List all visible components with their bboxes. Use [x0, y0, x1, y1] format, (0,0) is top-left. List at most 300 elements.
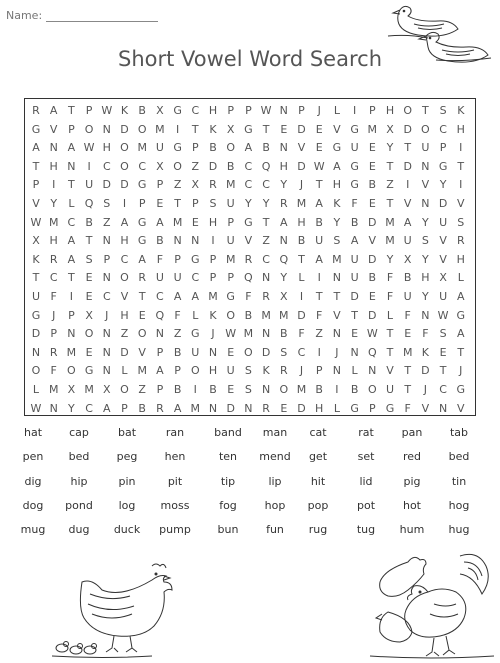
- grid-letter[interactable]: C: [439, 122, 447, 136]
- grid-letter[interactable]: F: [50, 290, 57, 303]
- grid-letter[interactable]: H: [456, 252, 465, 266]
- grid-letter[interactable]: N: [421, 159, 430, 173]
- grid-letter[interactable]: C: [297, 345, 306, 359]
- grid-letter[interactable]: N: [350, 345, 359, 359]
- grid-letter[interactable]: O: [67, 364, 76, 378]
- grid-letter[interactable]: N: [244, 401, 253, 415]
- grid-letter[interactable]: P: [156, 178, 164, 192]
- grid-letter[interactable]: B: [350, 383, 359, 396]
- grid-letter[interactable]: I: [317, 345, 321, 359]
- grid-letter[interactable]: X: [85, 308, 93, 322]
- grid-letter[interactable]: P: [103, 252, 111, 266]
- grid-letter[interactable]: N: [31, 345, 41, 359]
- grid-letter[interactable]: V: [32, 197, 40, 210]
- grid-letter[interactable]: N: [173, 234, 182, 248]
- grid-letter[interactable]: K: [262, 364, 270, 378]
- grid-letter[interactable]: H: [332, 178, 342, 192]
- grid-letter[interactable]: U: [403, 234, 412, 248]
- grid-letter[interactable]: O: [173, 159, 182, 173]
- grid-letter[interactable]: U: [226, 234, 235, 248]
- grid-letter[interactable]: T: [404, 364, 412, 378]
- grid-letter[interactable]: G: [332, 141, 342, 155]
- grid-letter[interactable]: C: [244, 159, 253, 173]
- grid-letter[interactable]: M: [172, 215, 183, 229]
- grid-letter[interactable]: Y: [439, 178, 447, 192]
- grid-letter[interactable]: L: [298, 271, 305, 285]
- grid-letter[interactable]: D: [368, 308, 377, 322]
- grid-letter[interactable]: U: [439, 290, 448, 303]
- grid-letter[interactable]: D: [226, 401, 235, 415]
- grid-letter[interactable]: O: [84, 122, 94, 136]
- grid-letter[interactable]: G: [137, 178, 147, 192]
- grid-letter[interactable]: Y: [262, 197, 270, 210]
- grid-letter[interactable]: J: [299, 178, 304, 192]
- grid-letter[interactable]: Y: [422, 215, 429, 229]
- grid-letter[interactable]: C: [120, 252, 129, 266]
- grid-letter[interactable]: C: [102, 290, 111, 303]
- grid-letter[interactable]: C: [102, 159, 111, 173]
- grid-letter[interactable]: M: [190, 401, 201, 415]
- grid-letter[interactable]: A: [120, 215, 129, 229]
- grid-letter[interactable]: N: [102, 122, 111, 136]
- grid-letter[interactable]: X: [439, 271, 447, 285]
- grid-letter[interactable]: F: [422, 327, 429, 341]
- grid-letter[interactable]: F: [245, 290, 252, 303]
- grid-letter[interactable]: B: [173, 345, 182, 359]
- grid-letter[interactable]: G: [350, 122, 359, 136]
- grid-letter[interactable]: P: [368, 104, 376, 117]
- grid-letter[interactable]: A: [350, 234, 359, 248]
- grid-letter[interactable]: F: [50, 364, 57, 378]
- grid-letter[interactable]: S: [103, 197, 111, 210]
- grid-letter[interactable]: T: [457, 345, 465, 359]
- grid-letter[interactable]: P: [191, 197, 199, 210]
- grid-letter[interactable]: W: [225, 327, 237, 341]
- grid-letter[interactable]: I: [87, 159, 91, 173]
- grid-letter[interactable]: X: [191, 178, 200, 192]
- grid-letter[interactable]: A: [333, 159, 341, 173]
- grid-letter[interactable]: I: [175, 122, 180, 136]
- grid-letter[interactable]: N: [279, 141, 288, 155]
- grid-letter[interactable]: O: [367, 383, 377, 396]
- grid-letter[interactable]: R: [49, 345, 58, 359]
- grid-letter[interactable]: X: [386, 122, 394, 136]
- grid-letter[interactable]: D: [368, 215, 377, 229]
- grid-letter[interactable]: O: [120, 141, 129, 155]
- grid-letter[interactable]: L: [333, 104, 340, 117]
- grid-letter[interactable]: U: [350, 271, 359, 285]
- grid-letter[interactable]: J: [211, 327, 215, 341]
- grid-letter[interactable]: T: [298, 252, 305, 266]
- grid-letter[interactable]: B: [350, 215, 359, 229]
- grid-letter[interactable]: M: [296, 383, 307, 396]
- grid-letter[interactable]: T: [386, 159, 394, 173]
- grid-letter[interactable]: M: [296, 197, 307, 210]
- grid-letter[interactable]: A: [191, 290, 200, 303]
- grid-letter[interactable]: Z: [386, 178, 394, 192]
- grid-letter[interactable]: P: [227, 104, 234, 117]
- grid-letter[interactable]: G: [350, 159, 359, 173]
- grid-letter[interactable]: I: [211, 234, 215, 248]
- grid-letter[interactable]: M: [402, 345, 413, 359]
- grid-letter[interactable]: A: [244, 141, 253, 155]
- grid-letter[interactable]: N: [49, 401, 58, 415]
- grid-letter[interactable]: W: [83, 141, 95, 155]
- grid-letter[interactable]: Z: [173, 327, 182, 341]
- grid-letter[interactable]: P: [227, 215, 234, 229]
- grid-letter[interactable]: O: [137, 122, 147, 136]
- grid-letter[interactable]: G: [137, 234, 147, 248]
- grid-letter[interactable]: T: [138, 290, 146, 303]
- grid-letter[interactable]: A: [103, 401, 111, 415]
- grid-letter[interactable]: C: [67, 215, 76, 229]
- grid-letter[interactable]: U: [226, 364, 235, 378]
- grid-letter[interactable]: N: [208, 401, 218, 415]
- grid-letter[interactable]: P: [191, 141, 199, 155]
- grid-letter[interactable]: S: [333, 234, 341, 248]
- grid-letter[interactable]: D: [421, 364, 430, 378]
- grid-letter[interactable]: X: [103, 383, 111, 396]
- grid-letter[interactable]: C: [244, 178, 253, 192]
- grid-letter[interactable]: N: [421, 308, 430, 322]
- grid-letter[interactable]: Y: [386, 141, 394, 155]
- grid-letter[interactable]: E: [191, 215, 199, 229]
- grid-letter[interactable]: B: [297, 234, 306, 248]
- grid-letter[interactable]: H: [421, 271, 430, 285]
- grid-letter[interactable]: T: [32, 271, 40, 285]
- grid-letter[interactable]: H: [456, 122, 465, 136]
- grid-letter[interactable]: Q: [155, 308, 165, 322]
- grid-letter[interactable]: T: [68, 271, 75, 285]
- grid-letter[interactable]: G: [456, 308, 466, 322]
- grid-letter[interactable]: B: [173, 383, 182, 396]
- grid-letter[interactable]: Q: [244, 271, 253, 285]
- grid-letter[interactable]: G: [191, 252, 200, 266]
- grid-letter[interactable]: O: [120, 159, 129, 173]
- grid-letter[interactable]: O: [403, 104, 413, 117]
- grid-letter[interactable]: B: [368, 178, 377, 192]
- grid-letter[interactable]: P: [439, 141, 447, 155]
- grid-letter[interactable]: V: [49, 122, 58, 136]
- grid-letter[interactable]: G: [244, 215, 253, 229]
- grid-letter[interactable]: T: [262, 215, 270, 229]
- grid-letter[interactable]: J: [335, 345, 339, 359]
- grid-letter[interactable]: Z: [138, 383, 146, 396]
- grid-letter[interactable]: S: [280, 345, 288, 359]
- grid-letter[interactable]: H: [208, 364, 218, 378]
- grid-letter[interactable]: W: [30, 215, 42, 229]
- grid-letter[interactable]: M: [48, 383, 59, 396]
- grid-letter[interactable]: O: [226, 308, 236, 322]
- grid-letter[interactable]: C: [49, 271, 58, 285]
- grid-letter[interactable]: B: [209, 383, 217, 396]
- grid-letter[interactable]: G: [31, 308, 41, 322]
- grid-letter[interactable]: N: [102, 345, 111, 359]
- grid-letter[interactable]: V: [333, 122, 341, 136]
- grid-letter[interactable]: V: [138, 345, 146, 359]
- grid-letter[interactable]: A: [67, 141, 76, 155]
- grid-letter[interactable]: E: [280, 401, 288, 415]
- grid-letter[interactable]: C: [191, 104, 200, 117]
- grid-letter[interactable]: W: [313, 159, 325, 173]
- grid-letter[interactable]: H: [120, 308, 129, 322]
- grid-letter[interactable]: A: [156, 364, 164, 378]
- grid-letter[interactable]: J: [105, 308, 109, 322]
- grid-letter[interactable]: G: [385, 401, 395, 415]
- grid-letter[interactable]: O: [190, 364, 200, 378]
- grid-letter[interactable]: A: [173, 290, 182, 303]
- grid-letter[interactable]: G: [226, 290, 235, 303]
- grid-letter[interactable]: P: [121, 401, 128, 415]
- grid-letter[interactable]: R: [138, 271, 147, 285]
- grid-letter[interactable]: G: [456, 383, 466, 396]
- grid-letter[interactable]: E: [227, 345, 235, 359]
- grid-letter[interactable]: T: [315, 290, 323, 303]
- grid-letter[interactable]: M: [243, 327, 254, 341]
- grid-letter[interactable]: S: [439, 327, 447, 341]
- grid-letter[interactable]: H: [315, 401, 324, 415]
- grid-letter[interactable]: T: [386, 197, 394, 210]
- grid-letter[interactable]: U: [350, 252, 359, 266]
- grid-letter[interactable]: M: [225, 178, 236, 192]
- grid-letter[interactable]: Z: [120, 327, 129, 341]
- grid-letter[interactable]: A: [32, 141, 40, 155]
- grid-letter[interactable]: A: [138, 252, 146, 266]
- grid-letter[interactable]: X: [32, 234, 40, 248]
- grid-letter[interactable]: Y: [333, 215, 341, 229]
- grid-letter[interactable]: T: [386, 345, 394, 359]
- grid-letter[interactable]: H: [120, 234, 129, 248]
- grid-letter[interactable]: U: [350, 141, 359, 155]
- grid-letter[interactable]: K: [421, 345, 429, 359]
- grid-letter[interactable]: U: [191, 345, 200, 359]
- grid-letter[interactable]: M: [66, 345, 77, 359]
- grid-letter[interactable]: B: [244, 308, 253, 322]
- grid-letter[interactable]: Z: [191, 159, 200, 173]
- grid-letter[interactable]: L: [32, 383, 40, 396]
- grid-letter[interactable]: Q: [279, 252, 289, 266]
- grid-letter[interactable]: C: [439, 383, 447, 396]
- grid-letter[interactable]: U: [315, 234, 324, 248]
- grid-letter[interactable]: O: [244, 345, 253, 359]
- grid-letter[interactable]: P: [68, 122, 75, 136]
- grid-letter[interactable]: D: [403, 122, 412, 136]
- grid-letter[interactable]: Z: [315, 327, 323, 341]
- grid-letter[interactable]: V: [297, 141, 306, 155]
- grid-letter[interactable]: N: [332, 271, 341, 285]
- grid-letter[interactable]: U: [421, 141, 430, 155]
- grid-letter[interactable]: J: [317, 104, 321, 117]
- grid-letter[interactable]: P: [315, 364, 323, 378]
- grid-letter[interactable]: E: [85, 290, 93, 303]
- grid-letter[interactable]: N: [49, 141, 58, 155]
- grid-letter[interactable]: H: [208, 215, 218, 229]
- grid-letter[interactable]: L: [68, 197, 75, 210]
- grid-letter[interactable]: A: [403, 215, 412, 229]
- grid-letter[interactable]: Z: [173, 178, 182, 192]
- grid-letter[interactable]: V: [120, 290, 129, 303]
- grid-letter[interactable]: V: [439, 252, 447, 266]
- grid-letter[interactable]: V: [244, 234, 253, 248]
- grid-letter[interactable]: D: [403, 159, 412, 173]
- grid-letter[interactable]: P: [68, 308, 75, 322]
- grid-letter[interactable]: W: [437, 308, 449, 322]
- grid-letter[interactable]: P: [209, 252, 217, 266]
- grid-letter[interactable]: A: [280, 215, 288, 229]
- grid-letter[interactable]: Z: [262, 234, 270, 248]
- grid-letter[interactable]: W: [260, 104, 272, 117]
- grid-letter[interactable]: E: [439, 345, 447, 359]
- grid-letter[interactable]: T: [68, 178, 75, 192]
- grid-letter[interactable]: H: [297, 215, 306, 229]
- grid-letter[interactable]: J: [299, 364, 304, 378]
- grid-letter[interactable]: G: [31, 122, 41, 136]
- grid-letter[interactable]: K: [333, 197, 341, 210]
- grid-letter[interactable]: V: [457, 197, 465, 210]
- grid-letter[interactable]: D: [120, 345, 129, 359]
- grid-letter[interactable]: P: [368, 401, 376, 415]
- grid-letter[interactable]: M: [84, 383, 94, 396]
- grid-letter[interactable]: S: [85, 252, 93, 266]
- grid-letter[interactable]: X: [280, 290, 288, 303]
- grid-letter[interactable]: P: [227, 271, 234, 285]
- grid-letter[interactable]: N: [279, 234, 288, 248]
- grid-letter[interactable]: D: [31, 327, 41, 341]
- grid-letter[interactable]: S: [244, 364, 252, 378]
- grid-letter[interactable]: G: [350, 178, 359, 192]
- grid-letter[interactable]: F: [174, 308, 181, 322]
- grid-letter[interactable]: N: [261, 271, 271, 285]
- grid-letter[interactable]: H: [49, 234, 58, 248]
- grid-letter[interactable]: I: [193, 383, 197, 396]
- grid-letter[interactable]: U: [385, 383, 395, 396]
- grid-letter[interactable]: L: [121, 364, 128, 378]
- grid-letter[interactable]: I: [122, 197, 127, 210]
- grid-letter[interactable]: N: [191, 234, 200, 248]
- grid-letter[interactable]: S: [421, 234, 429, 248]
- grid-letter[interactable]: S: [457, 215, 465, 229]
- grid-letter[interactable]: P: [85, 104, 93, 117]
- grid-letter[interactable]: E: [138, 308, 146, 322]
- grid-letter[interactable]: G: [438, 159, 448, 173]
- grid-letter[interactable]: I: [352, 104, 357, 117]
- grid-letter[interactable]: R: [209, 178, 217, 192]
- grid-letter[interactable]: R: [32, 104, 40, 117]
- grid-letter[interactable]: Q: [261, 159, 271, 173]
- grid-letter[interactable]: H: [208, 104, 218, 117]
- grid-letter[interactable]: I: [459, 178, 463, 192]
- grid-letter[interactable]: P: [245, 104, 252, 117]
- grid-letter[interactable]: L: [457, 271, 464, 285]
- grid-letter[interactable]: O: [120, 383, 129, 396]
- grid-letter[interactable]: D: [120, 178, 129, 192]
- grid-letter[interactable]: N: [102, 234, 111, 248]
- grid-letter[interactable]: G: [173, 141, 182, 155]
- grid-letter[interactable]: D: [297, 401, 306, 415]
- grid-letter[interactable]: C: [262, 252, 270, 266]
- grid-letter[interactable]: B: [138, 401, 146, 415]
- grid-letter[interactable]: D: [438, 197, 448, 210]
- grid-letter[interactable]: B: [85, 215, 93, 229]
- grid-letter[interactable]: E: [368, 159, 376, 173]
- grid-letter[interactable]: P: [298, 104, 305, 117]
- grid-letter[interactable]: T: [404, 141, 412, 155]
- grid-letter[interactable]: O: [279, 383, 289, 396]
- grid-letter[interactable]: X: [67, 383, 76, 396]
- grid-letter[interactable]: M: [137, 364, 147, 378]
- grid-letter[interactable]: P: [156, 383, 164, 396]
- grid-letter[interactable]: E: [368, 197, 376, 210]
- grid-letter[interactable]: R: [456, 234, 465, 248]
- grid-letter[interactable]: D: [350, 290, 359, 303]
- grid-letter[interactable]: H: [102, 141, 111, 155]
- grid-letter[interactable]: E: [315, 122, 323, 136]
- grid-letter[interactable]: K: [32, 252, 40, 266]
- grid-letter[interactable]: N: [67, 159, 76, 173]
- grid-letter[interactable]: Z: [103, 215, 111, 229]
- grid-letter[interactable]: M: [48, 215, 59, 229]
- grid-letter[interactable]: A: [457, 290, 465, 303]
- grid-letter[interactable]: H: [385, 104, 395, 117]
- grid-letter[interactable]: P: [209, 271, 217, 285]
- grid-letter[interactable]: M: [137, 141, 147, 155]
- grid-letter[interactable]: O: [84, 327, 94, 341]
- grid-letter[interactable]: N: [332, 327, 341, 341]
- grid-letter[interactable]: C: [191, 271, 200, 285]
- grid-letter[interactable]: R: [279, 364, 288, 378]
- grid-letter[interactable]: N: [332, 364, 341, 378]
- grid-letter[interactable]: M: [208, 290, 218, 303]
- grid-letter[interactable]: I: [69, 290, 74, 303]
- grid-letter[interactable]: V: [421, 178, 430, 192]
- grid-letter[interactable]: R: [262, 290, 270, 303]
- grid-letter[interactable]: R: [49, 252, 58, 266]
- grid-letter[interactable]: O: [421, 122, 430, 136]
- grid-letter[interactable]: T: [68, 104, 75, 117]
- grid-letter[interactable]: M: [367, 122, 378, 136]
- grid-letter[interactable]: N: [279, 104, 288, 117]
- grid-letter[interactable]: B: [209, 141, 217, 155]
- grid-letter[interactable]: V: [386, 364, 394, 378]
- grid-letter[interactable]: M: [385, 234, 395, 248]
- grid-letter[interactable]: C: [262, 178, 270, 192]
- grid-letter[interactable]: K: [209, 122, 217, 136]
- grid-letter[interactable]: N: [102, 327, 111, 341]
- grid-letter[interactable]: J: [52, 308, 56, 322]
- grid-letter[interactable]: F: [316, 308, 323, 322]
- grid-letter[interactable]: F: [156, 252, 164, 266]
- grid-letter[interactable]: T: [351, 308, 358, 322]
- grid-letter[interactable]: T: [404, 383, 412, 396]
- grid-letter[interactable]: E: [351, 327, 359, 341]
- grid-letter[interactable]: A: [49, 104, 58, 117]
- grid-letter[interactable]: A: [315, 197, 323, 210]
- grid-letter[interactable]: X: [156, 104, 164, 117]
- grid-letter[interactable]: T: [386, 327, 394, 341]
- grid-letter[interactable]: B: [315, 215, 323, 229]
- grid-letter[interactable]: F: [351, 197, 358, 210]
- grid-letter[interactable]: F: [404, 401, 411, 415]
- grid-letter[interactable]: U: [155, 271, 164, 285]
- grid-letter[interactable]: N: [368, 364, 377, 378]
- grid-letter[interactable]: Y: [50, 197, 58, 210]
- grid-letter[interactable]: C: [138, 159, 147, 173]
- grid-letter[interactable]: P: [50, 327, 57, 341]
- grid-letter[interactable]: U: [31, 290, 41, 303]
- grid-letter[interactable]: P: [174, 364, 181, 378]
- grid-letter[interactable]: A: [67, 234, 76, 248]
- grid-letter[interactable]: B: [403, 271, 412, 285]
